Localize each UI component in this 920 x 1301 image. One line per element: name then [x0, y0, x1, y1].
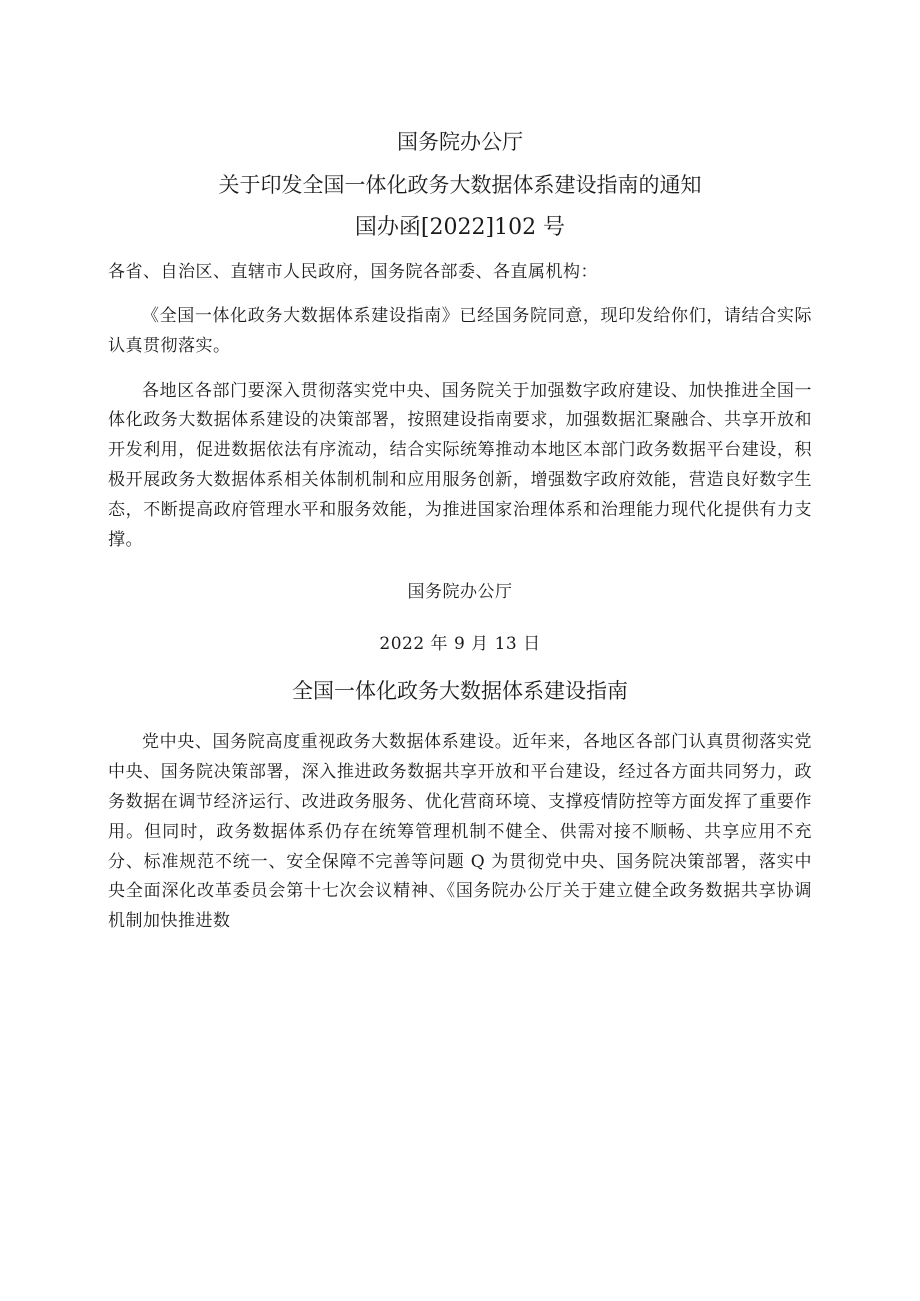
document-number: 国办函[2022]102 号 [354, 215, 566, 240]
guide-title: 全国一体化政务大数据体系建设指南 [292, 679, 628, 704]
addressee-line: 各省、自治区、直辖市人民政府，国务院各部委、各直属机构： [108, 262, 598, 282]
notice-title: 关于印发全国一体化政务大数据体系建设指南的通知 [218, 173, 702, 197]
notice-paragraph-2: 各地区各部门要深入贯彻落实党中央、国务院关于加强数字政府建设、加快推进全国一体化政务大数据体系建设的决策部署，按照建设指南要求，加强数据汇聚融合、共享开放和开发利用，促进数据依法有序流动，结合实际统筹推动本地区本部门政务数据平台建设，积极开展政务大数据体系相关体制机制和应用服务创新，增强数字政府效能，营造良好数字生态，不断提高政府管理水平和服务效能，为推进国家治理体系和治理能力现代化提供有力支撑。 [108, 380, 812, 550]
issuer-heading: 国务院办公厅 [397, 130, 523, 154]
signature-date: 2022 年 9 月 13 日 [379, 634, 541, 655]
notice-paragraph-1: 《全国一体化政务大数据体系建设指南》已经国务院同意，现印发给你们，请结合实际认真贯彻落实。 [108, 306, 812, 356]
signature-issuer: 国务院办公厅 [407, 582, 513, 603]
guide-paragraph-1: 党中央、国务院高度重视政务大数据体系建设。近年来，各地区各部门认真贯彻落实党中央、国务院决策部署，深入推进政务数据共享开放和平台建设，经过各方面共同努力，政务数据在调节经济运行、改进政务服务、优化营商环境、支撑疫情防控等方面发挥了重要作用。但同时，政务数据体系仍存在统筹管理机制不健全、供需对接不顺畅、共享应用不充分、标准规范不统一、安全保障不完善等问题 Q 为贯彻党中央、国务院决策部署，落实中央全面深化改革委员会第十七次会议精神、《国务院办公厅关于建立健全政务数据共享协调机制加快推进数 [108, 732, 812, 932]
